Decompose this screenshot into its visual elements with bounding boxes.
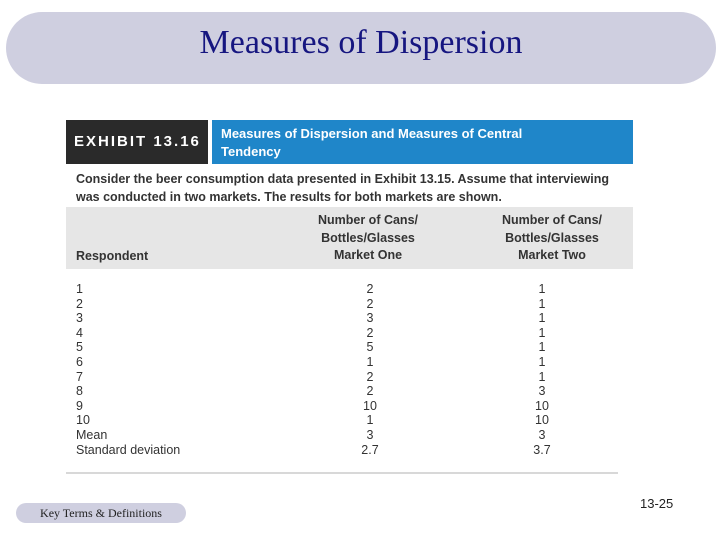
cell-respondent: 3 <box>76 311 83 326</box>
table-row <box>0 282 720 297</box>
cell-market-two: 1 <box>538 296 546 311</box>
table-bottom-rule <box>66 472 618 474</box>
cell-market-two: 3 <box>538 384 546 399</box>
cell-respondent: 8 <box>76 384 83 399</box>
cell-respondent: Standard deviation <box>76 442 181 457</box>
cell-market-two: 1 <box>538 340 546 355</box>
slide-title: Measures of Dispersion <box>199 24 523 61</box>
table-row <box>0 399 720 414</box>
cell-market-one: 3 <box>366 428 374 442</box>
cell-respondent: 2 <box>76 296 83 311</box>
header-market-one-line-3: Market One <box>333 248 403 262</box>
table-row-std-dev <box>0 443 720 458</box>
cell-respondent: 4 <box>76 325 83 340</box>
cell-respondent: 10 <box>76 413 90 428</box>
header-market-two <box>484 212 620 265</box>
slide-title-bar <box>6 12 716 84</box>
cell-respondent: 9 <box>76 398 83 413</box>
exhibit-title-line-2: Tendency <box>221 144 281 159</box>
header-market-two-line-2: Bottles/Glasses <box>505 230 599 245</box>
cell-market-two: 10 <box>535 398 549 413</box>
header-market-one-line-2: Bottles/Glasses <box>321 230 415 245</box>
intro-line-2: was conducted in two markets. The results for both markets are shown. <box>76 190 502 204</box>
cell-market-one: 1 <box>366 355 374 369</box>
exhibit-label: EXHIBIT 13.16 <box>66 120 208 164</box>
page-number: 13-25 <box>640 496 674 511</box>
cell-market-two: 1 <box>538 355 546 369</box>
intro-line-1: Consider the beer consumption data presented in Exhibit 13.15. Assume that interviewing <box>76 172 609 186</box>
cell-respondent: Mean <box>76 428 108 442</box>
footer-label: Key Terms & Definitions <box>16 503 186 523</box>
table-row <box>0 340 720 355</box>
header-respondent: Respondent <box>76 249 149 263</box>
exhibit-title-line-1: Measures of Dispersion and Measures of Central <box>221 126 523 141</box>
cell-market-one: 2 <box>366 384 374 399</box>
cell-market-one: 10 <box>363 398 377 413</box>
header-market-two-line-3: Market Two <box>518 248 586 262</box>
cell-market-two: 3 <box>538 428 546 442</box>
exhibit-intro <box>76 170 624 206</box>
table-row <box>0 311 720 326</box>
cell-market-one: 3 <box>366 311 374 326</box>
table-row <box>0 297 720 312</box>
cell-respondent: 5 <box>76 340 83 355</box>
table-row <box>0 413 720 428</box>
header-market-one <box>300 212 436 265</box>
cell-market-two: 1 <box>538 325 546 340</box>
table-row <box>0 384 720 399</box>
cell-market-one: 2 <box>366 325 374 340</box>
cell-market-one: 1 <box>366 413 374 428</box>
cell-respondent: 7 <box>76 369 83 384</box>
exhibit-title <box>212 120 633 164</box>
cell-market-two: 10 <box>535 413 549 428</box>
header-market-two-line-1: Number of Cans/ <box>501 213 602 227</box>
cell-market-one: 5 <box>366 340 374 355</box>
table-row-mean <box>0 428 720 443</box>
cell-market-two: 3.7 <box>533 442 551 457</box>
cell-market-one: 2.7 <box>361 442 379 457</box>
cell-respondent: 1 <box>76 282 83 296</box>
cell-market-one: 2 <box>366 282 374 296</box>
table-row <box>0 355 720 370</box>
cell-respondent: 6 <box>76 355 83 369</box>
header-market-one-line-1: Number of Cans/ <box>317 213 418 227</box>
cell-market-one: 2 <box>366 296 374 311</box>
cell-market-two: 1 <box>538 311 546 326</box>
cell-market-two: 1 <box>538 282 546 296</box>
table-row <box>0 370 720 385</box>
table-row <box>0 326 720 341</box>
cell-market-two: 1 <box>538 369 546 384</box>
cell-market-one: 2 <box>366 369 374 384</box>
